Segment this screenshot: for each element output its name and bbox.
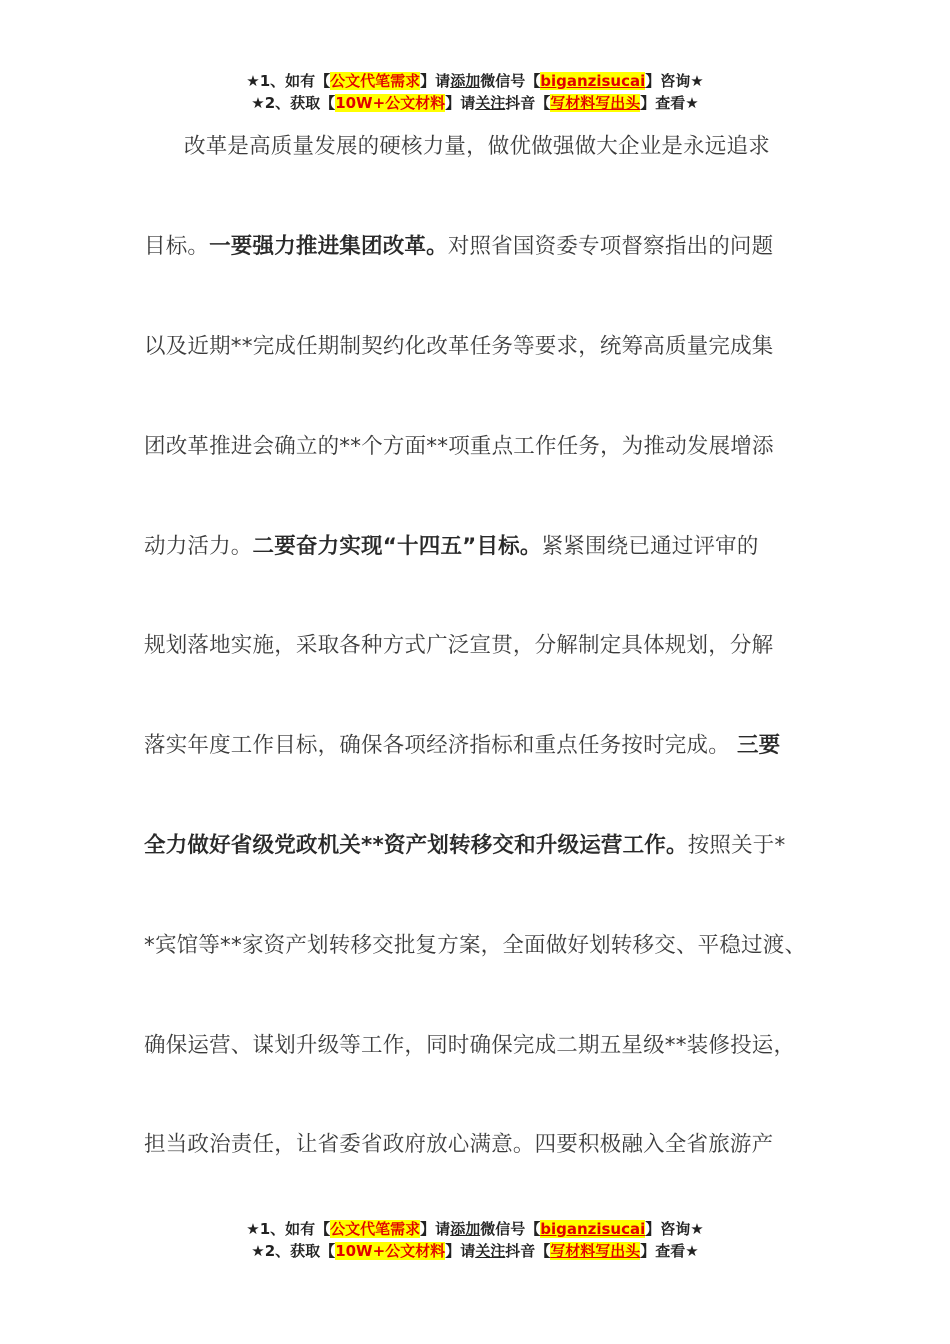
bold-heading: 二要奋力实现“十四五”目标。 <box>252 533 542 559</box>
wechat-id: biganzisucai <box>540 1220 646 1238</box>
paragraph-line: 全力做好省级党政机关**资产划转移交和升级运营工作。 按照关于* <box>144 794 834 894</box>
paragraph-line: 以及近期**完成任期制契约化改革任务等要求，统筹高质量完成集 <box>144 333 774 359</box>
bold-heading: 一要强力推进集团改革。 <box>209 234 448 260</box>
paragraph-line: 规划落地实施，采取各种方式广泛宣贯，分解制定具体规划，分解 <box>144 633 774 659</box>
paragraph-line: 确保运营、谋划升级等工作，同时确保完成二期五星级**装修投运， <box>144 1032 796 1058</box>
banner-line-1: ★1、如有【公文代笔需求】请添加微信号【biganzisucai】咨询★ <box>246 72 704 90</box>
paragraph-line: 动力活力。 二要奋力实现“十四五”目标。 紧紧围绕已通过评审的 <box>144 494 834 594</box>
highlight-text: 10W+公文材料 <box>335 94 446 112</box>
banner-line-2: ★2、获取【10W+公文材料】请关注抖音【写材料写出头】查看★ <box>251 1242 699 1260</box>
paragraph-line: 目标。 一要强力推进集团改革。 对照省国资委专项督察指出的问题 <box>144 195 834 295</box>
bottom-banner <box>0 1218 950 1262</box>
paragraph-line: 落实年度工作目标，确保各项经济指标和重点任务按时完成。 三要 <box>144 694 834 794</box>
highlight-text: 10W+公文材料 <box>335 1242 446 1260</box>
banner-line-2: ★2、获取【10W+公文材料】请关注抖音【写材料写出头】查看★ <box>251 94 699 112</box>
paragraph-line: *宾馆等**家资产划转移交批复方案，全面做好划转移交、平稳过渡、 <box>144 932 807 958</box>
highlight-text: 公文代笔需求 <box>330 1220 421 1238</box>
douyin-id: 写材料写出头 <box>550 1242 641 1260</box>
paragraph-line: 团改革推进会确立的**个方面**项重点工作任务，为推动发展增添 <box>144 433 774 459</box>
douyin-id: 写材料写出头 <box>550 94 641 112</box>
banner-line-1: ★1、如有【公文代笔需求】请添加微信号【biganzisucai】咨询★ <box>246 1220 704 1238</box>
bold-heading: 三要 <box>736 733 781 759</box>
paragraph-line: 担当政治责任，让省委省政府放心满意。四要积极融入全省旅游产 <box>144 1132 774 1158</box>
document-body <box>144 95 834 1193</box>
paragraph-line: 改革是高质量发展的硬核力量，做优做强做大企业是永远追求 <box>184 134 770 160</box>
bold-heading: 全力做好省级党政机关**资产划转移交和升级运营工作。 <box>144 832 688 858</box>
highlight-text: 公文代笔需求 <box>330 72 421 90</box>
wechat-id: biganzisucai <box>540 72 646 90</box>
